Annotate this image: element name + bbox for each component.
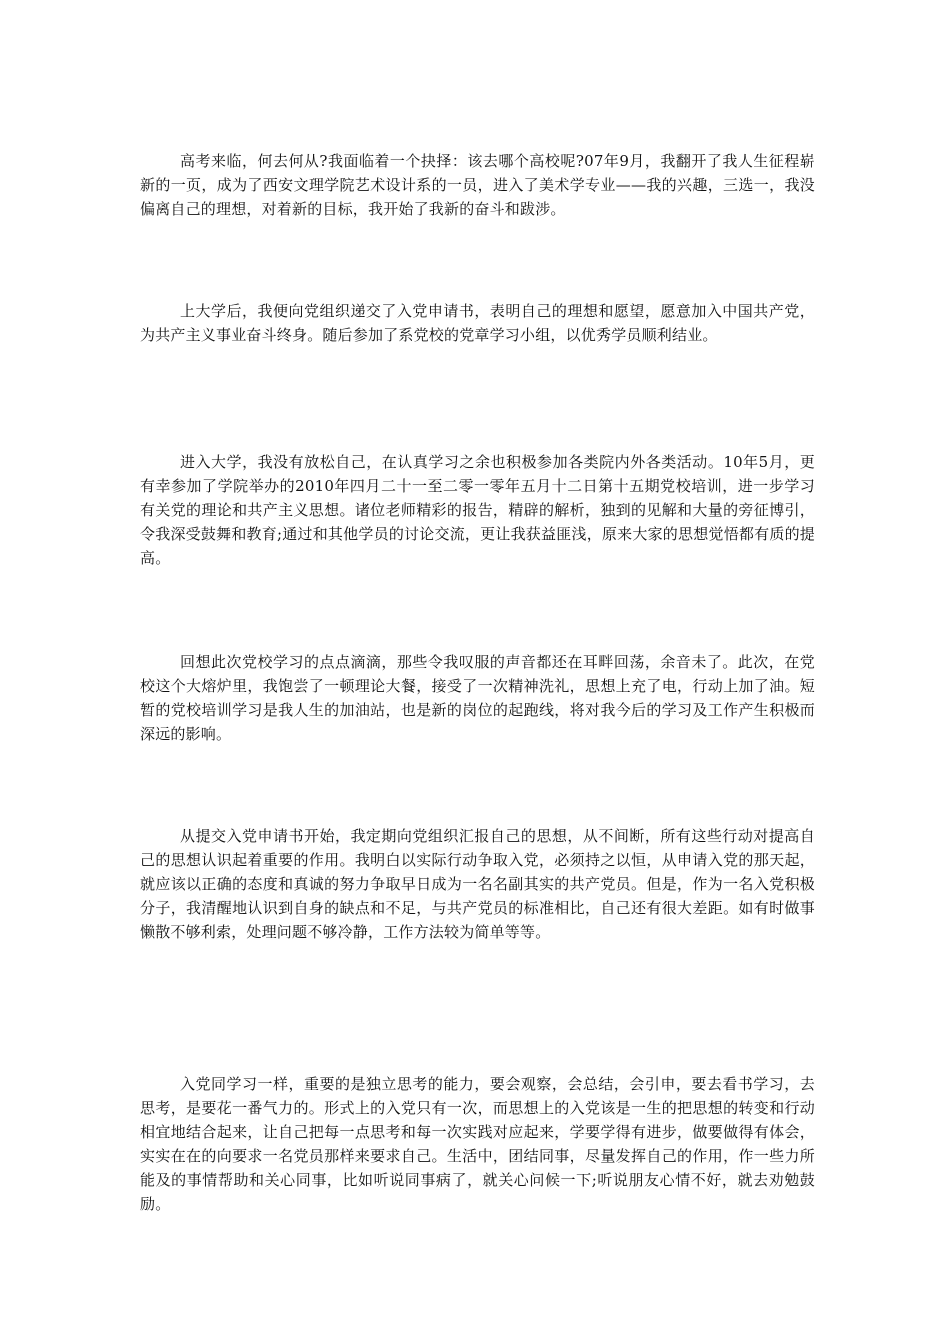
paragraph-3: 进入大学，我没有放松自己，在认真学习之余也积极参加各类院内外各类活动。10年5月，更有幸参加了学院举办的2010年四月二十一至二零一零年五月十二日第十五期党校培训，进一步学习有关党的理论和共产主义思想。诸位老师精彩的报告，精辟的解析，独到的见解和大量的旁征博引，令我深受鼓舞和教育;通过和其他学员的讨论交流，更让我获益匪浅，原来大家的思想觉悟都有质的提高。 [140,453,815,567]
paragraph-1: 高考来临，何去何从?我面临着一个抉择：该去哪个高校呢?07年9月，我翻开了我人生征程崭新的一页，成为了西安文理学院艺术设计系的一员，进入了美术学专业——我的兴趣，三选一，我没偏离自己的理想，对着新的目标，我开始了我新的奋斗和跋涉。 [140,152,815,218]
paragraph-2: 上大学后，我便向党组织递交了入党申请书，表明自己的理想和愿望，愿意加入中国共产党，为共产主义事业奋斗终身。随后参加了系党校的党章学习小组，以优秀学员顺利结业。 [140,302,815,344]
paragraph-4: 回想此次党校学习的点点滴滴，那些令我叹服的声音都还在耳畔回荡，余音未了。此次，在党校这个大熔炉里，我饱尝了一顿理论大餐，接受了一次精神洗礼，思想上充了电，行动上加了油。短暂的党校培训学习是我人生的加油站，也是新的岗位的起跑线，将对我今后的学习及工作产生积极而深远的影响。 [140,653,815,743]
paragraph-5: 从提交入党申请书开始，我定期向党组织汇报自己的思想，从不间断，所有这些行动对提高自己的思想认识起着重要的作用。我明白以实际行动争取入党，必须持之以恒，从申请入党的那天起，就应该以正确的态度和真诚的努力争取早日成为一名名副其实的共产党员。但是，作为一名入党积极分子，我清醒地认识到自身的缺点和不足，与共产党员的标准相比，自己还有很大差距。如有时做事懒散不够利索，处理问题不够冷静，工作方法较为简单等等。 [140,827,815,941]
paragraph-6: 入党同学习一样，重要的是独立思考的能力，要会观察，会总结，会引申，要去看书学习，去思考，是要花一番气力的。形式上的入党只有一次，而思想上的入党该是一生的把思想的转变和行动相宜地结合起来，让自己把每一点思考和每一次实践对应起来，学要学得有进步，做要做得有体会，实实在在的向要求一名党员那样来要求自己。生活中，团结同事，尽量发挥自己的作用，作一些力所能及的事情帮助和关心同事，比如听说同事病了，就关心问候一下;听说朋友心情不好，就去劝勉鼓励。 [140,1075,815,1213]
